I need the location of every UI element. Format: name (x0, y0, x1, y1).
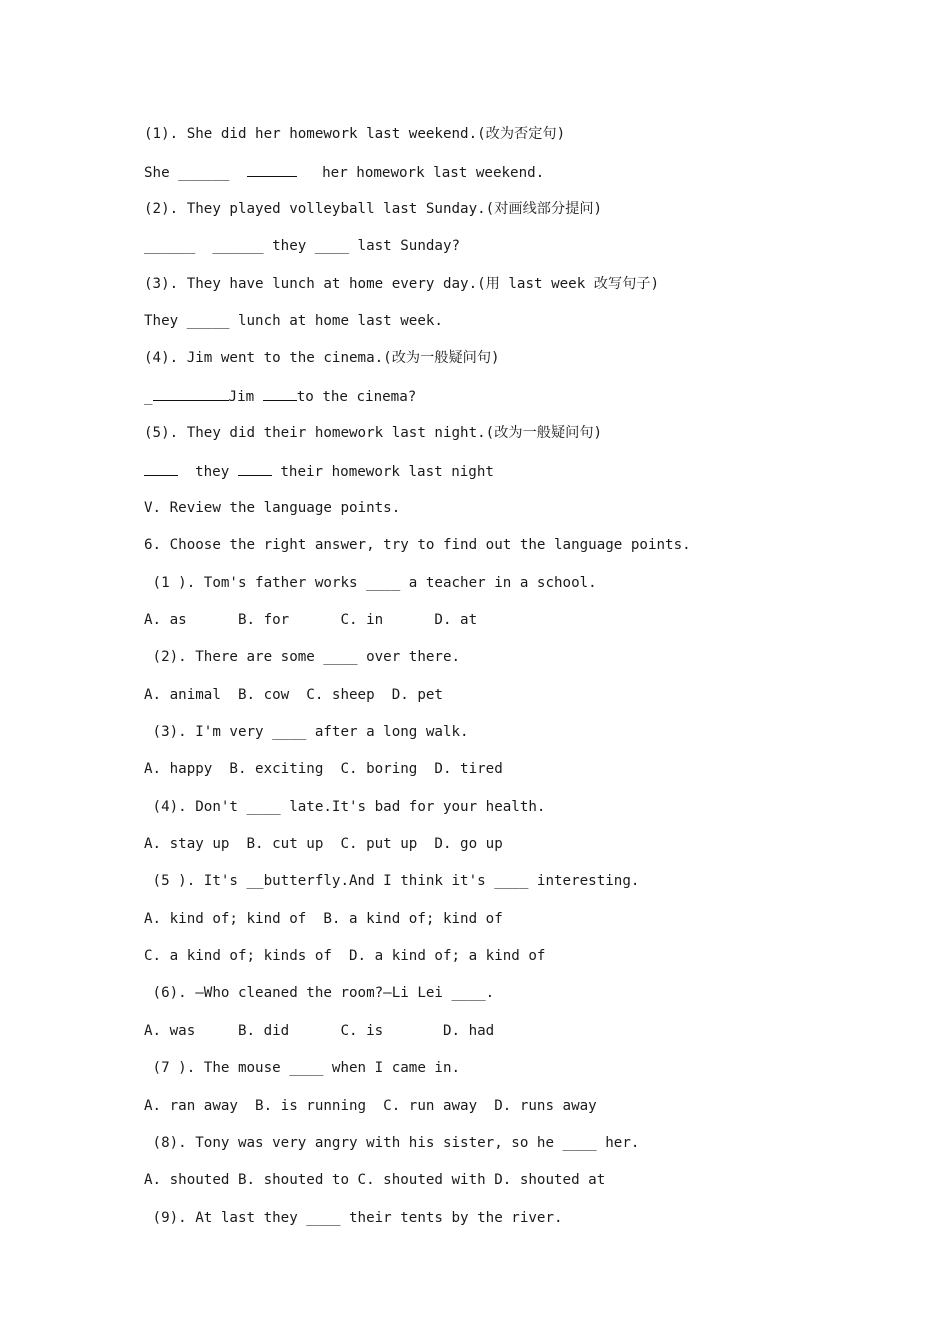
answer-blank[interactable] (153, 386, 229, 401)
mc-options-5b: C. a kind of; kinds of D. a kind of; a kind of (144, 948, 546, 964)
question-2-prompt: (2). They played volleyball last Sunday.(对画线部分提问) (144, 201, 603, 217)
mc-options-4: A. stay up B. cut up C. put up D. go up (144, 836, 503, 852)
question-1-prompt: (1). She did her homework last weekend.(改为否定句) (144, 126, 566, 142)
answer-line-start: She ______ (144, 165, 247, 181)
question-5-prompt: (5). They did their homework last night.(改为一般疑问句) (144, 425, 603, 441)
mc-question-6: (6). —Who cleaned the room?—Li Lei ____. (144, 985, 495, 1001)
question-3-answer-line: They _____ lunch at home last week. (144, 313, 443, 329)
mc-question-8: (8). Tony was very angry with his sister, so he ____ her. (144, 1135, 640, 1151)
mc-question-4: (4). Don't ____ late.It's bad for your health. (144, 799, 546, 815)
mc-question-5: (5 ). It's __butterfly.And I think it's ____ interesting. (144, 873, 640, 889)
mc-question-7: (7 ). The mouse ____ when I came in. (144, 1060, 461, 1076)
answer-line-end: her homework last weekend. (322, 165, 545, 181)
mc-question-1: (1 ). Tom's father works ____ a teacher in a school. (144, 575, 597, 591)
mc-options-3: A. happy B. exciting C. boring D. tired (144, 761, 503, 777)
section-heading: V. Review the language points. (144, 500, 401, 516)
answer-line-end: to the cinema? (296, 389, 417, 405)
answer-blank[interactable] (144, 461, 178, 476)
answer-blank[interactable] (247, 162, 297, 177)
answer-blank[interactable] (263, 386, 297, 401)
answer-line-middle: Jim (228, 389, 263, 405)
mc-options-1: A. as B. for C. in D. at (144, 612, 478, 628)
question-4-answer-line (144, 386, 416, 407)
mc-options-5a: A. kind of; kind of B. a kind of; kind of (144, 911, 503, 927)
mc-question-9: (9). At last they ____ their tents by the river. (144, 1210, 563, 1226)
answer-line-start: _ (144, 389, 153, 405)
mc-options-8: A. shouted B. shouted to C. shouted with D. shouted at (144, 1172, 606, 1188)
mc-question-3: (3). I'm very ____ after a long walk. (144, 724, 469, 740)
mc-options-6: A. was B. did C. is D. had (144, 1023, 495, 1039)
question-3-prompt: (3). They have lunch at home every day.(用 last week 改写句子) (144, 276, 660, 292)
answer-line-middle: they (195, 464, 238, 480)
question-2-answer-line: ______ ______ they ____ last Sunday? (144, 238, 461, 254)
question-4-prompt: (4). Jim went to the cinema.(改为一般疑问句) (144, 350, 500, 366)
mc-question-2: (2). There are some ____ over there. (144, 649, 461, 665)
question-1-answer-line (144, 162, 544, 183)
mc-options-2: A. animal B. cow C. sheep D. pet (144, 687, 443, 703)
answer-line-end: their homework last night (280, 464, 494, 480)
question-5-answer-line (144, 461, 494, 482)
mc-options-7: A. ran away B. is running C. run away D. runs away (144, 1098, 597, 1114)
exercise-instruction: 6. Choose the right answer, try to find out the language points. (144, 537, 691, 553)
answer-blank[interactable] (238, 461, 272, 476)
